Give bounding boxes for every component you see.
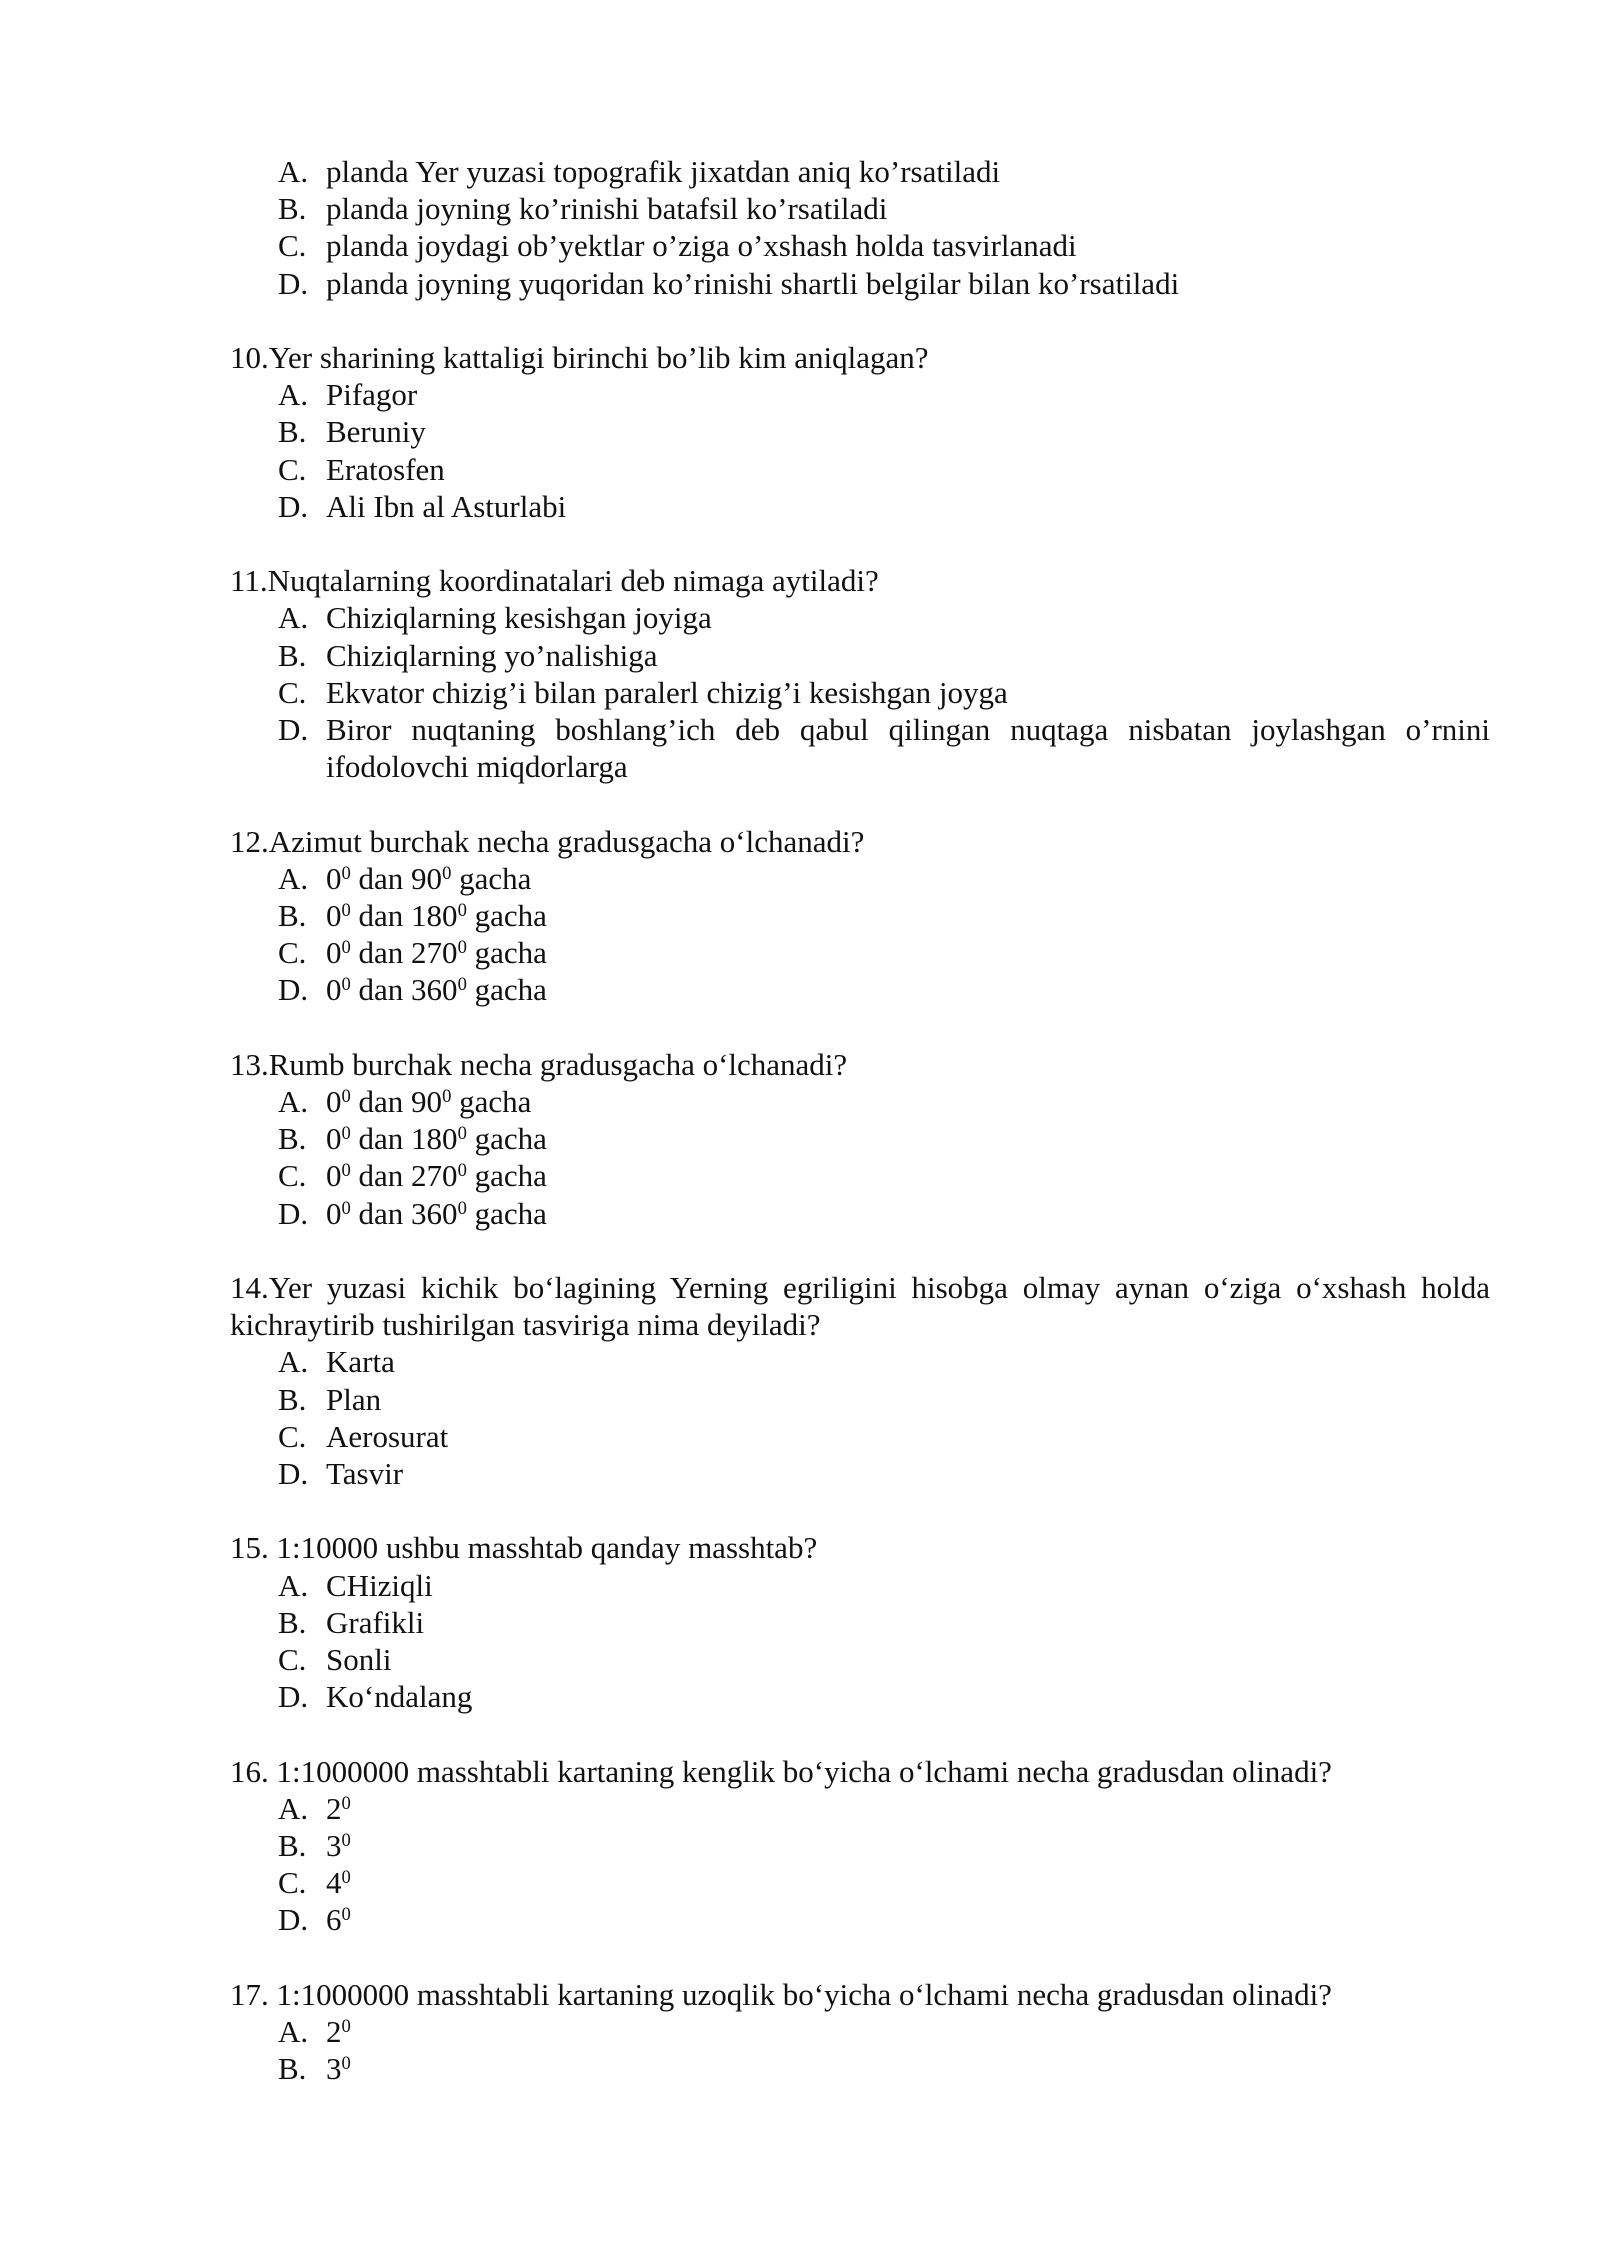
- option: [230, 1343, 1490, 1380]
- option-text: Chiziqlarning kesishgan joyiga: [326, 600, 712, 636]
- continued-options: [230, 153, 1490, 302]
- option-text: CHiziqli: [326, 1567, 433, 1603]
- option-text: Ko‘ndalang: [326, 1679, 473, 1715]
- option-letter: A.: [278, 154, 309, 189]
- option: [230, 190, 1490, 227]
- question-14: [230, 1269, 1490, 1492]
- option-letter: A.: [278, 1567, 309, 1603]
- option: [230, 1083, 1490, 1120]
- option: [230, 1567, 1490, 1604]
- option: [230, 1827, 1490, 1864]
- option-text: Eratosfen: [326, 451, 445, 487]
- option: [230, 488, 1490, 525]
- option-text: $3^0$: [326, 1828, 351, 1864]
- option: [230, 674, 1490, 711]
- question-text: 12.Azimut burchak necha gradusgacha o‘lchanadi?: [230, 823, 865, 859]
- option-letter: D.: [278, 1456, 309, 1492]
- option-text: Ekvator chizig’i bilan paralerl chizig’i kesishgan joyga: [326, 674, 1008, 710]
- option-letter: A.: [278, 600, 309, 636]
- option: [230, 1901, 1490, 1938]
- option: [230, 2050, 1490, 2087]
- option: [230, 1604, 1490, 1641]
- option-text: planda joyning yuqoridan ko’rinishi shartli belgilar bilan ko’rsatiladi: [326, 265, 1180, 301]
- option: [230, 1790, 1490, 1827]
- option-text: $0^0$ dan $270^0$ gacha: [326, 1158, 547, 1194]
- question-text: 14.Yer yuzasi kichik bo‘lagining Yerning egriligini hisobga olmay aynan o‘ziga o‘xshash holda kichraytirib tushirilgan tasviriga nima deyiladi?: [230, 1270, 1490, 1343]
- option-text: Beruniy: [326, 414, 426, 450]
- option-letter: C.: [278, 1642, 307, 1678]
- option-text: $6^0$: [326, 1902, 351, 1938]
- option-text: Biror nuqtaning boshlang’ich deb qabul qilingan nuqtaga nisbatan joylashgan o’rnini ifodolovchi miqdorlarga: [326, 712, 1490, 785]
- option-letter: D.: [278, 972, 309, 1008]
- question-text: 17. 1:1000000 masshtabli kartaning uzoqlik bo‘yicha o‘lchami necha gradusdan olinadi?: [230, 1976, 1332, 2012]
- option-letter: D.: [278, 1902, 309, 1938]
- option-text: $0^0$ dan $180^0$ gacha: [326, 898, 547, 934]
- option-text: Karta: [326, 1344, 395, 1380]
- option-text: $0^0$ dan $270^0$ gacha: [326, 935, 547, 971]
- option-text: Grafikli: [326, 1604, 425, 1640]
- option-letter: D.: [278, 1195, 309, 1231]
- option-letter: B.: [278, 414, 307, 450]
- option: [230, 1641, 1490, 1678]
- option: [230, 1455, 1490, 1492]
- option: [230, 599, 1490, 636]
- option: [230, 2013, 1490, 2050]
- question-12: [230, 823, 1490, 1009]
- option-letter: C.: [278, 674, 307, 710]
- option-letter: B.: [278, 1604, 307, 1640]
- option-letter: A.: [278, 1084, 309, 1120]
- option-text: $2^0$: [326, 1790, 351, 1826]
- option: [230, 1157, 1490, 1194]
- document-page: [230, 153, 1490, 2087]
- question-17: [230, 1976, 1490, 2088]
- option-letter: B.: [278, 2051, 307, 2087]
- question-text: 13.Rumb burchak necha gradusgacha o‘lchanadi?: [230, 1046, 848, 1082]
- option-letter: D.: [278, 1679, 309, 1715]
- option-text: Pifagor: [326, 377, 418, 413]
- option-letter: C.: [278, 228, 307, 264]
- option: [230, 153, 1490, 190]
- option-letter: A.: [278, 1344, 309, 1380]
- option: [230, 971, 1490, 1008]
- option-text: planda joydagi ob’yektlar o’ziga o’xshash holda tasvirlanadi: [326, 228, 1077, 264]
- option: [230, 227, 1490, 264]
- option: [230, 934, 1490, 971]
- option-text: Chiziqlarning yo’nalishiga: [326, 637, 658, 673]
- option: [230, 1381, 1490, 1418]
- option-text: $0^0$ dan $90^0$ gacha: [326, 860, 532, 896]
- option: [230, 711, 1490, 785]
- option-text: $0^0$ dan $360^0$ gacha: [326, 1195, 547, 1231]
- option-letter: A.: [278, 1790, 309, 1826]
- option-text: Aerosurat: [326, 1418, 449, 1454]
- option-letter: D.: [278, 712, 309, 748]
- option-text: $2^0$: [326, 2014, 351, 2050]
- option: [230, 1120, 1490, 1157]
- option-text: $0^0$ dan $180^0$ gacha: [326, 1121, 547, 1157]
- question-text: 16. 1:1000000 masshtabli kartaning kenglik bo‘yicha o‘lchami necha gradusdan olinadi?: [230, 1753, 1332, 1789]
- option: [230, 1678, 1490, 1715]
- option-text: planda Yer yuzasi topografik jixatdan aniq ko’rsatiladi: [326, 154, 1001, 189]
- option: [230, 413, 1490, 450]
- option-letter: B.: [278, 898, 307, 934]
- option-letter: C.: [278, 935, 307, 971]
- option-letter: B.: [278, 191, 307, 227]
- option-text: $0^0$ dan $90^0$ gacha: [326, 1084, 532, 1120]
- option-letter: B.: [278, 1121, 307, 1157]
- option-letter: C.: [278, 1418, 307, 1454]
- option-text: $4^0$: [326, 1865, 351, 1901]
- option-text: Sonli: [326, 1642, 392, 1678]
- question-16: [230, 1753, 1490, 1939]
- question-13: [230, 1046, 1490, 1232]
- option: [230, 1864, 1490, 1901]
- question-text: 11.Nuqtalarning koordinatalari deb nimaga aytiladi?: [230, 563, 879, 599]
- option-letter: C.: [278, 1158, 307, 1194]
- option: [230, 451, 1490, 488]
- question-text: 10.Yer sharining kattaligi birinchi bo’lib kim aniqlagan?: [230, 340, 929, 375]
- question-text: 15. 1:10000 ushbu masshtab qanday masshtab?: [230, 1530, 818, 1566]
- option-text: planda joyning ko’rinishi batafsil ko’rsatiladi: [326, 191, 888, 227]
- option-letter: B.: [278, 1828, 307, 1864]
- option: [230, 637, 1490, 674]
- question-15: [230, 1529, 1490, 1715]
- option-letter: C.: [278, 1865, 307, 1901]
- option-text: $0^0$ dan $360^0$ gacha: [326, 972, 547, 1008]
- option: [230, 1195, 1490, 1232]
- option-text: $3^0$: [326, 2051, 351, 2087]
- question-11: [230, 562, 1490, 785]
- option-letter: D.: [278, 488, 309, 524]
- option-letter: D.: [278, 265, 309, 301]
- option-text: Tasvir: [326, 1456, 404, 1492]
- question-10: [230, 339, 1490, 525]
- option: [230, 376, 1490, 413]
- option: [230, 1418, 1490, 1455]
- option-text: Ali Ibn al Asturlabi: [326, 488, 567, 524]
- option-letter: A.: [278, 860, 309, 896]
- option: [230, 265, 1490, 302]
- option-letter: A.: [278, 2014, 309, 2050]
- option-letter: C.: [278, 451, 307, 487]
- option: [230, 860, 1490, 897]
- option-letter: B.: [278, 1381, 307, 1417]
- option-text: Plan: [326, 1381, 382, 1417]
- option-letter: A.: [278, 377, 309, 413]
- option-letter: B.: [278, 637, 307, 673]
- option: [230, 897, 1490, 934]
